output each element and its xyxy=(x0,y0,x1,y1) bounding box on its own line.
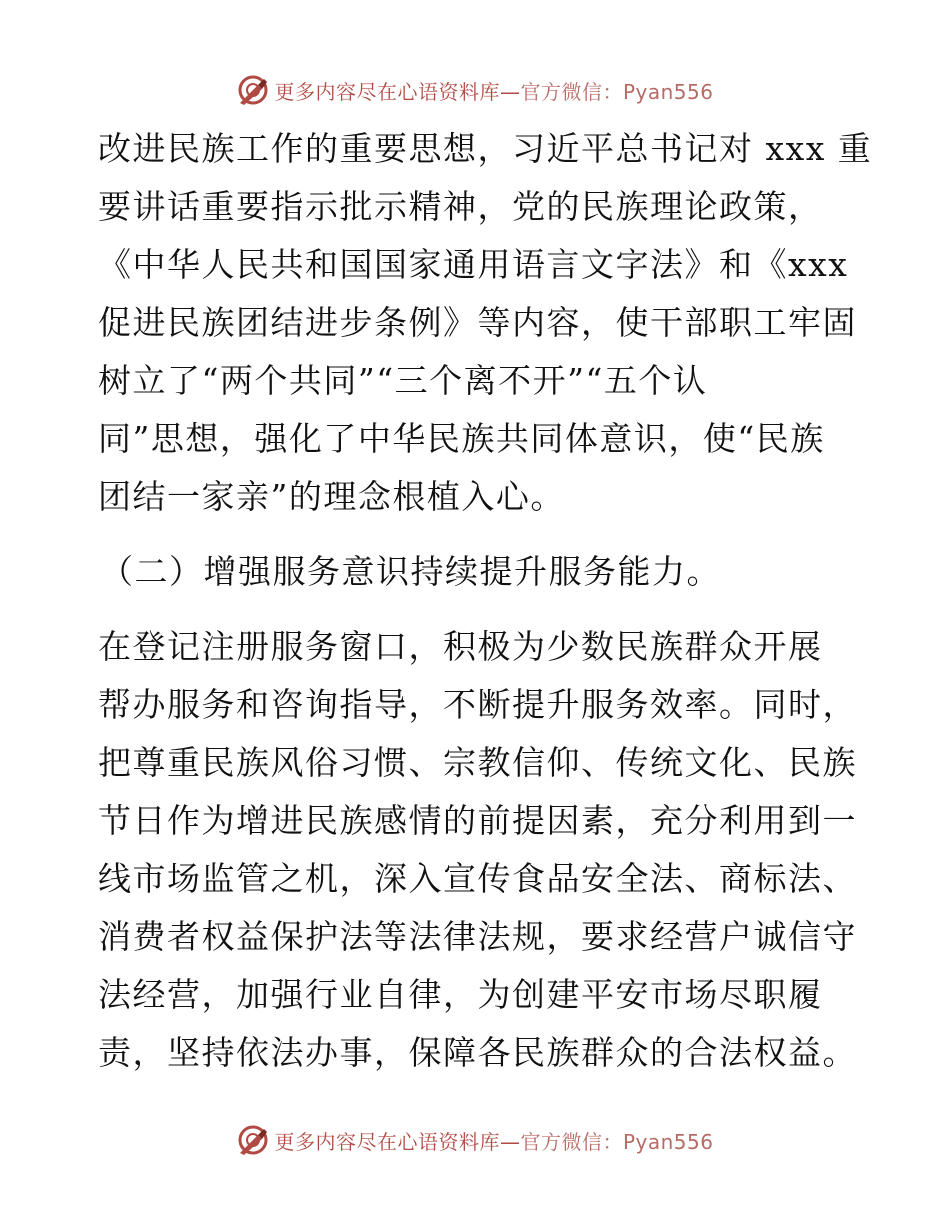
header-banner-text: 更多内容尽在心语资料库—官方微信：Pyan556 xyxy=(274,79,714,104)
paragraph-line: 责，坚持依法办事，保障各民族群众的合法权益。 xyxy=(98,1033,857,1072)
footer-wechat-text: 官方微信：Pyan556 xyxy=(520,1129,714,1154)
paragraph-line: 消费者权益保护法等法律法规，要求经营户诚信守 xyxy=(98,917,857,956)
paragraph-spacer xyxy=(98,526,858,543)
paragraph-line: 法经营，加强行业自律，为创建平安市场尽职履 xyxy=(98,975,823,1014)
section-heading: （二）增强服务意识持续提升服务能力。 xyxy=(100,552,721,591)
paragraph-1 xyxy=(98,120,873,526)
paragraph-line: 帮办服务和咨询指导，不断提升服务效率。同时， xyxy=(98,685,857,724)
header-wechat-text: 官方微信：Pyan556 xyxy=(520,79,714,104)
paragraph-line: 同”思想，强化了中华民族共同体意识，使“民族 xyxy=(98,419,825,458)
paragraph-2 xyxy=(98,618,858,1082)
document-body xyxy=(98,120,873,1082)
paragraph-spacer xyxy=(98,601,858,618)
paragraph-line: 促进民族团结进步条例》等内容，使干部职工牢固 xyxy=(98,303,857,342)
paragraph-line: 《中华人民共和国国家通用语言文字法》和《xxx xyxy=(98,245,849,284)
header-banner xyxy=(0,70,950,110)
paragraph-line: 线市场监管之机，深入宣传食品安全法、商标法、 xyxy=(98,859,857,898)
paragraph-line: 节日作为增进民族感情的前提因素，充分利用到一 xyxy=(98,801,857,840)
pen-logo-icon xyxy=(236,1123,270,1157)
footer-banner xyxy=(0,1120,950,1160)
paragraph-line: 改进民族工作的重要思想，习近平总书记对 xxx 重 xyxy=(98,129,873,168)
paragraph-line: 团结一家亲”的理念根植入心。 xyxy=(98,477,565,516)
pen-logo-icon xyxy=(236,73,270,107)
paragraph-line: 树立了“两个共同”“三个离不开”“五个认 xyxy=(98,361,708,400)
footer-banner-text: 更多内容尽在心语资料库—官方微信：Pyan556 xyxy=(274,1129,714,1154)
paragraph-line: 在登记注册服务窗口，积极为少数民族群众开展 xyxy=(98,627,823,666)
paragraph-line: 把尊重民族风俗习惯、宗教信仰、传统文化、民族 xyxy=(98,743,857,782)
paragraph-line: 要讲话重要指示批示精神，党的民族理论政策， xyxy=(98,187,823,226)
